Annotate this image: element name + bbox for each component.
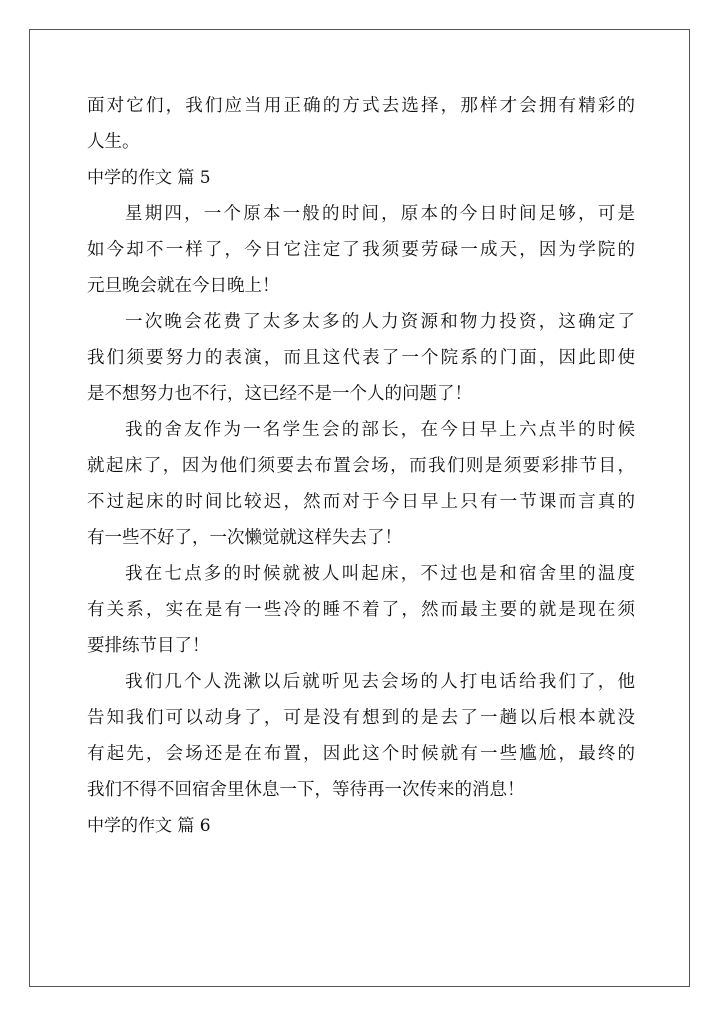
paragraph-line: 面对它们，我们应当用正确的方式去选择，那样才会拥有精彩的 (87, 96, 635, 116)
paragraph-first-line: 我的舍友作为一名学生会的部长，在今日早上六点半的时候 (125, 420, 635, 440)
paragraph-line: 不过起床的时间比较迟，然而对于今日早上只有一节课而言真的 (87, 492, 635, 512)
paragraph-line: 有关系，实在是有一些冷的睡不着了，然而最主要的就是现在须 (87, 600, 635, 620)
paragraph-line: 是不想努力也不行，这已经不是一个人的问题了！ (87, 384, 472, 404)
paragraph-line: 告知我们可以动身了，可是没有想到的是去了一趟以后根本就没 (87, 708, 635, 728)
paragraph-line: 我们须要努力的表演，而且这代表了一个院系的门面，因此即使 (87, 348, 635, 368)
paragraph-line: 就起床了，因为他们须要去布置会场，而我们则是须要彩排节目， (87, 456, 635, 476)
paragraph-line: 元旦晚会就在今日晚上！ (87, 276, 280, 296)
section-heading: 中学的作文 篇 5 (87, 168, 211, 188)
paragraph-line: 有一些不好了，一次懒觉就这样失去了！ (87, 528, 402, 548)
paragraph-first-line: 我在七点多的时候就被人叫起床，不过也是和宿舍里的温度 (125, 564, 635, 584)
paragraph-first-line: 我们几个人洗漱以后就听见去会场的人打电话给我们了，他 (125, 672, 635, 692)
document-body (87, 88, 635, 844)
paragraph-line: 要排练节目了！ (87, 636, 210, 656)
paragraph-line: 如今却不一样了，今日它注定了我须要劳碌一成天，因为学院的 (87, 240, 635, 260)
paragraph-first-line: 星期四，一个原本一般的时间，原本的今日时间足够，可是 (125, 204, 635, 224)
section-heading: 中学的作文 篇 6 (87, 816, 211, 836)
paragraph-line: 人生。 (87, 132, 140, 152)
paragraph-line: 有起先，会场还是在布置，因此这个时候就有一些尴尬，最终的 (87, 744, 635, 764)
paragraph-line: 我们不得不回宿舍里休息一下，等待再一次传来的消息！ (87, 780, 525, 800)
paragraph-first-line: 一次晚会花费了太多太多的人力资源和物力投资，这确定了 (125, 312, 635, 332)
